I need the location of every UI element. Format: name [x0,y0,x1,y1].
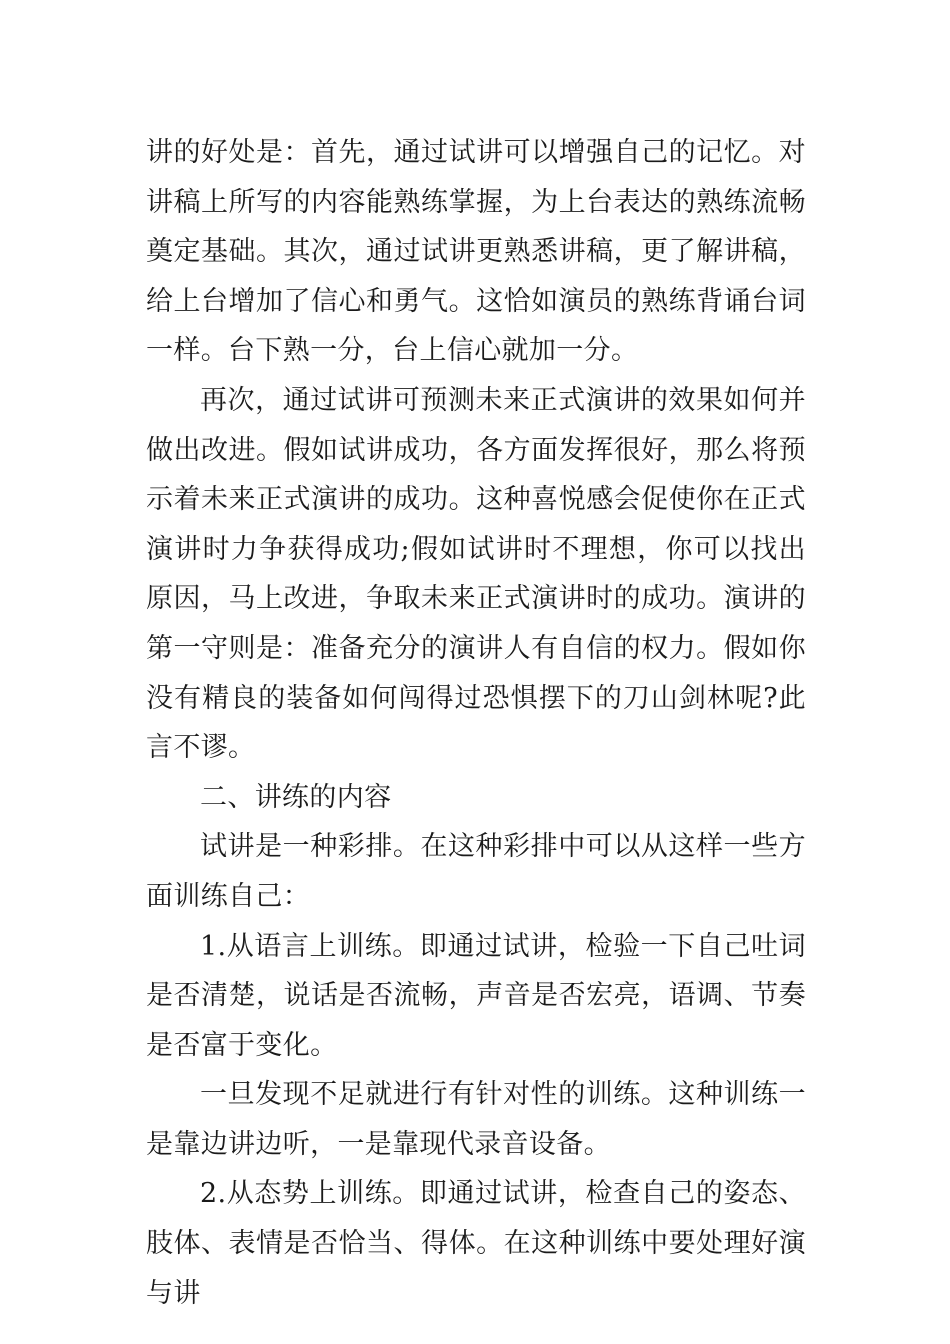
section-heading: 二、讲练的内容 [200,781,392,813]
paragraph-1: 讲的好处是：首先，通过试讲可以增强自己的记忆。对讲稿上所写的内容能熟练掌握，为上台表达的熟练流畅奠定基础。其次，通过试讲更熟悉讲稿，更了解讲稿，给上台增加了信心和勇气。这恰如演员的熟练背诵台词一样。台下熟一分，台上信心就加一分。 [146,137,806,367]
document-body [146,128,806,1318]
paragraph-6: 2.从态势上训练。即通过试讲，检查自己的姿态、肢体、表情是否恰当、得体。在这种训练中要处理好演与讲 [146,1178,806,1309]
paragraph-5: 一旦发现不足就进行有针对性的训练。这种训练一是靠边讲边听，一是靠现代录音设备。 [146,1079,806,1160]
paragraph-2: 再次，通过试讲可预测未来正式演讲的效果如何并做出改进。假如试讲成功，各方面发挥很好，那么将预示着未来正式演讲的成功。这种喜悦感会促使你在正式演讲时力争获得成功;假如试讲时不理想，你可以找出原因，马上改进，争取未来正式演讲时的成功。演讲的第一守则是：准备充分的演讲人有自信的权力。假如你没有精良的装备如何闯得过恐惧摆下的刀山剑林呢?此言不谬。 [146,384,806,764]
paragraph-3: 试讲是一种彩排。在这种彩排中可以从这样一些方面训练自己： [146,831,806,912]
paragraph-4: 1.从语言上训练。即通过试讲，检验一下自己吐词是否清楚，说话是否流畅，声音是否宏亮，语调、节奏是否富于变化。 [146,930,806,1061]
